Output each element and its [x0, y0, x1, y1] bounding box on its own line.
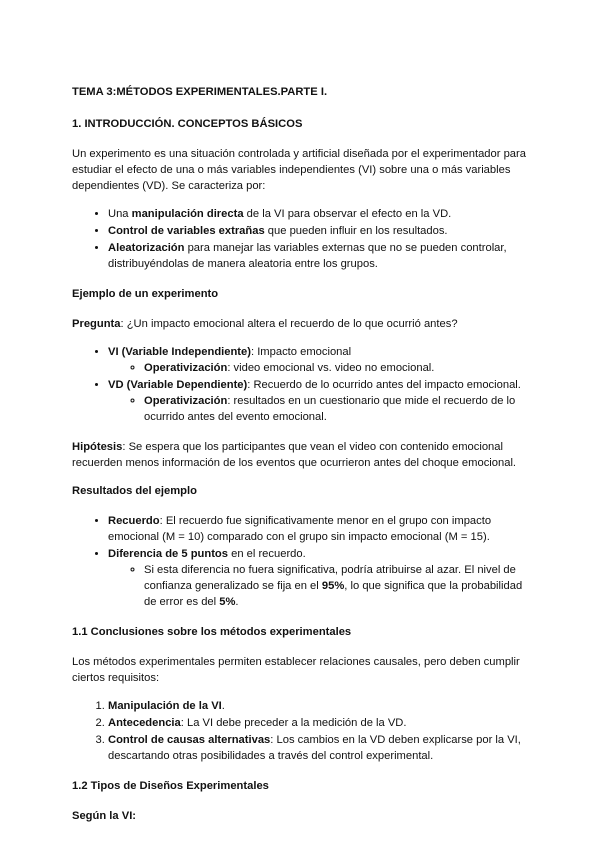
list-item-vd: • VD (Variable Dependiente): Recuerdo de lo ocurrido antes del impacto emocional. ◦ Operativización: resultados en un cuestionario que mide el recuerdo de lo ocurrido antes del evento emocional. [108, 377, 530, 425]
requirements-list [72, 698, 530, 764]
intro-paragraph: Un experimento es una situación controlada y artificial diseñada por el experimentador para estudiar el efecto de una o más variables independientes (VI) sobre una o más variables dependientes (VD). Se caracteriza por: [72, 148, 526, 192]
results-list [72, 513, 530, 610]
list-item: • Aleatorización para manejar las variables externas que no se pueden controlar, distribuyéndolas de manera aleatoria entre los grupos. [108, 240, 530, 272]
list-item: • Control de variables extrañas que pueden influir en los resultados. [108, 223, 530, 239]
list-item: • Una manipulación directa de la VI para observar el efecto en la VD. [108, 206, 530, 222]
list-item: • Diferencia de 5 puntos en el recuerdo. ◦ Si esta diferencia no fuera significativa, podría atribuirse al azar. El nivel de confianza generalizado se fija en el 95%, lo que significa que la probabilidad de error es del 5%. [108, 546, 530, 610]
section-heading-types: 1.2 Tipos de Diseños Experimentales [72, 780, 269, 792]
list-item-vi: • VI (Variable Independiente): Impacto emocional ◦ Operativización: video emocional vs. video no emocional. [108, 344, 530, 376]
document-title: TEMA 3:MÉTODOS EXPERIMENTALES.PARTE I. [72, 86, 328, 98]
list-item: 3. Control de causas alternativas: Los cambios en la VD deben explicarse por la VI, descartando otras posibilidades a través del control experimental. [108, 732, 530, 764]
section-heading-example: Ejemplo de un experimento [72, 288, 219, 300]
section-heading-results: Resultados del ejemplo [72, 485, 197, 497]
list-item: • Recuerdo: El recuerdo fue significativamente menor en el grupo con impacto emocional (M = 10) comparado con el grupo sin impacto emocional (M = 15). [108, 513, 530, 545]
list-subitem: ◦ Si esta diferencia no fuera significativa, podría atribuirse al azar. El nivel de confianza generalizado se fija en el 95%, lo que significa que la probabilidad de error es del 5%. [144, 562, 530, 610]
variables-list [72, 344, 530, 425]
section-heading-intro: 1. INTRODUCCIÓN. CONCEPTOS BÁSICOS [72, 118, 303, 130]
intro-bullet-list [72, 206, 530, 272]
conclusions-paragraph: Los métodos experimentales permiten establecer relaciones causales, pero deben cumplir ciertos requisitos: [72, 656, 520, 684]
subheading-segun-vi: Según la VI: [72, 810, 137, 822]
list-subitem: ◦ Operativización: video emocional vs. video no emocional. [144, 360, 530, 376]
hypothesis-paragraph: Hipótesis: Se espera que los participantes que vean el video con contenido emocional recuerden menos información de los eventos que ocurrieron antes del choque emocional. [72, 441, 517, 469]
list-subitem: ◦ Operativización: resultados en un cuestionario que mide el recuerdo de lo ocurrido antes del evento emocional. [144, 393, 530, 425]
list-item: 1. Manipulación de la VI. [108, 698, 530, 714]
list-item: 2. Antecedencia: La VI debe preceder a la medición de la VD. [108, 715, 530, 731]
question-paragraph: Pregunta: ¿Un impacto emocional altera el recuerdo de lo que ocurrió antes? [72, 318, 458, 330]
section-heading-conclusions: 1.1 Conclusiones sobre los métodos experimentales [72, 626, 352, 638]
